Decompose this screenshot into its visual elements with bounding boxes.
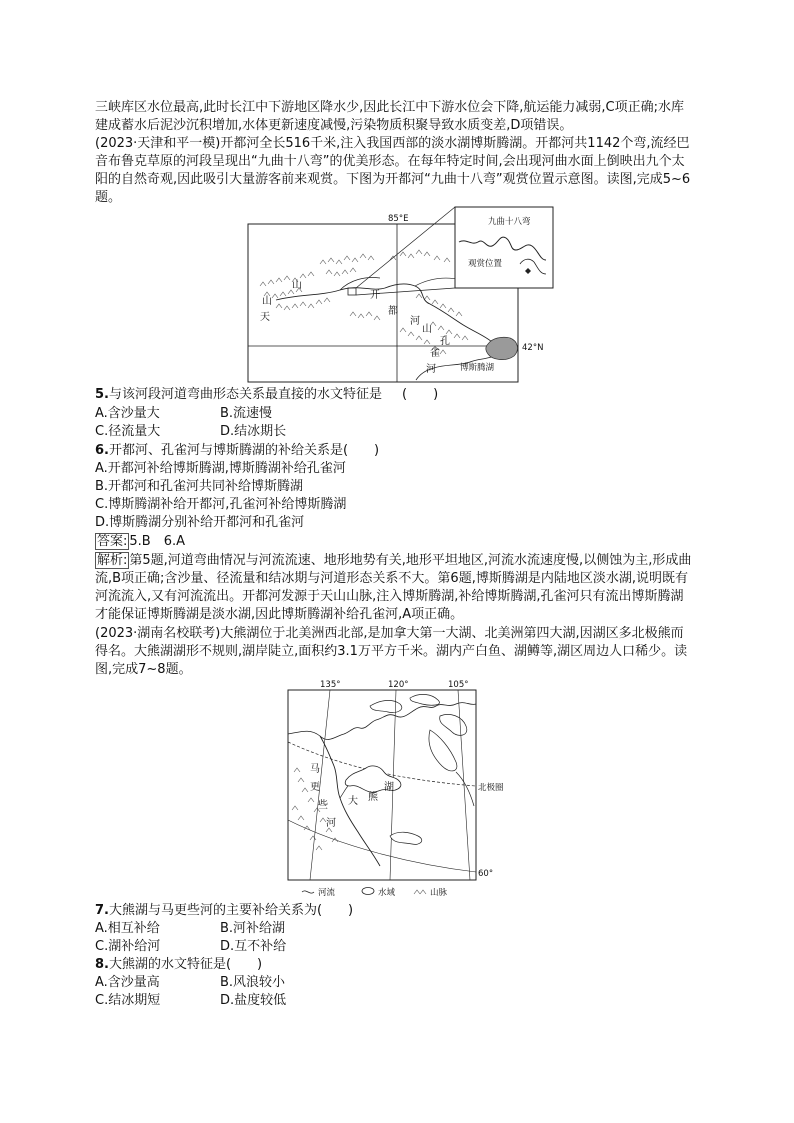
label-he: 河 [326,818,336,829]
great-bear-lake-map [280,676,504,898]
analysis-tag: 解析: [97,553,128,568]
q7-text: 大熊湖与马更些河的主要补给关系为( ) [108,903,354,918]
label-bosten: 博斯腾湖 [460,363,495,373]
q8-option-b[interactable]: B.风浪较小 [220,975,286,990]
label-he-2: 河 [426,364,436,375]
map-legend [302,887,448,898]
q8-option-a[interactable]: A.含沙量高 [95,975,160,990]
label-xie: 些 [318,800,328,811]
q8-stem [95,956,262,974]
q7-option-a[interactable]: A.相互补给 [95,921,160,936]
lat-label: 42°N [522,343,544,353]
answer-text: 5.B 6.A [129,534,186,549]
q5-paren: ( ) [402,387,439,402]
label-da: 大 [348,796,358,807]
label-shan-3: 山 [422,324,432,335]
intro-paragraph: 三峡库区水位最高,此时长江中下游地区降水少,因此长江中下游水位会下降,航运能力减弱,C项正确;水库建成蓄水后泥沙沉积增加,水体更新速度减慢,污染物质积聚导致水质变差,D项错误。 [95,100,684,133]
kaidu-river-map [240,204,556,386]
answer-tag: 答案: [97,534,128,549]
label-shan-1: 山 [262,296,272,307]
label-tian: 天 [260,312,270,323]
q8-text: 大熊湖的水文特征是( ) [108,957,263,972]
lat-label-60: 60° [478,869,494,879]
section2-stem: (2023·湖南名校联考)大熊湖位于北美洲西北部,是加拿大第一大湖、北美洲第四大湖,因湖区多北极熊而得名。大熊湖湖形不规则,湖岸陡立,面积约3.1万平方千米。湖内产白鱼、湖鳟等,湖区周边人口稀少。读图,完成7~8题。 [95,626,688,677]
q7-option-c[interactable]: C.湖补给河 [95,939,161,954]
q8-number: 8. [95,957,109,972]
q5-text: 与该河段河道弯曲形态关系最直接的水文特征是 [108,387,382,402]
label-geng: 更 [310,782,320,793]
lon-label-120: 120° [388,680,409,690]
label-shan-2: 山 [292,280,302,291]
legend-mountain: 山脉 [430,888,448,898]
q7-option-d[interactable]: D.互不补给 [220,939,287,954]
answer-line [95,533,185,551]
q6-option-c[interactable]: C.博斯腾湖补给开都河,孔雀河补给博斯腾湖 [95,497,347,512]
label-ma: 马 [310,764,320,775]
analysis-text: 第5题,河道弯曲情况与河流流速、地形地势有关,地形平坦地区,河流水流速度慢,以侧蚀为主,形成曲流,B项正确;含沙量、径流量和结冰期与河道形态关系不大。第6题,博斯腾湖是内陆地区淡水湖,说明既有河流流入,又有河流流出。开都河发源于天山山脉,注入博斯腾湖,补给博斯腾湖,孔雀河只有流出博斯腾湖才能保证博斯腾湖是淡水湖,因此博斯腾湖补给孔雀河,A项正确。 [95,553,692,622]
legend-mountain-icon [414,890,426,894]
q7-number: 7. [95,903,109,918]
q5-option-c[interactable]: C.径流量大 [95,424,161,439]
q5-number: 5. [95,387,109,402]
label-hu: 湖 [384,782,394,793]
legend-river: 河流 [318,888,336,898]
inset-title: 九曲十八弯 [488,217,531,227]
q5-option-d[interactable]: D.结冰期长 [220,424,287,439]
label-du: 都 [388,306,398,317]
q6-option-d[interactable]: D.博斯腾湖分别补给开都河和孔雀河 [95,515,305,530]
label-xiong: 熊 [368,792,378,803]
q6-stem [95,442,379,460]
legend-river-icon [302,891,314,893]
analysis-paragraph [95,552,695,624]
lon-label: 85°E [388,214,409,224]
label-que: 雀 [430,348,440,359]
q6-text: 开都河、孔雀河与博斯腾湖的补给关系是( ) [108,443,380,458]
q6-option-a[interactable]: A.开都河补给博斯腾湖,博斯腾湖补给孔雀河 [95,461,346,476]
legend-water-icon [362,888,374,895]
section1-stem: (2023·天津和平一模)开都河全长516千米,注入我国西部的淡水湖博斯腾湖。开都河共1142个弯,流经巴音布鲁克草原的河段呈现出“九曲十八弯”的优美形态。在每年特定时间,会出现河曲水面上倒映出九个太阳的自然奇观,因此吸引大量游客前来观赏。下图为开都河“九曲十八弯”观赏位置示意图。读图,完成5~6题。 [95,136,691,205]
label-kai: 开 [370,290,380,301]
q7-stem [95,902,353,920]
q7-option-b[interactable]: B.河补给湖 [220,921,286,936]
q8-option-d[interactable]: D.盐度较低 [220,993,287,1008]
q8-option-c[interactable]: C.结冰期短 [95,993,161,1008]
lon-label-105: 105° [448,680,469,690]
lon-label-135: 135° [320,680,341,690]
legend-water: 水域 [378,888,396,898]
label-kong: 孔 [440,336,450,347]
q5-option-b[interactable]: B.流速慢 [220,406,273,421]
q5-stem [95,386,438,404]
label-he-1: 河 [410,316,420,327]
q6-number: 6. [95,443,109,458]
arctic-label: 北极圈 [478,783,504,793]
q5-option-a[interactable]: A.含沙量大 [95,406,160,421]
q6-option-b[interactable]: B.开都河和孔雀河共同补给博斯腾湖 [95,479,304,494]
inset-spot-label: 观赏位置 [468,259,503,269]
